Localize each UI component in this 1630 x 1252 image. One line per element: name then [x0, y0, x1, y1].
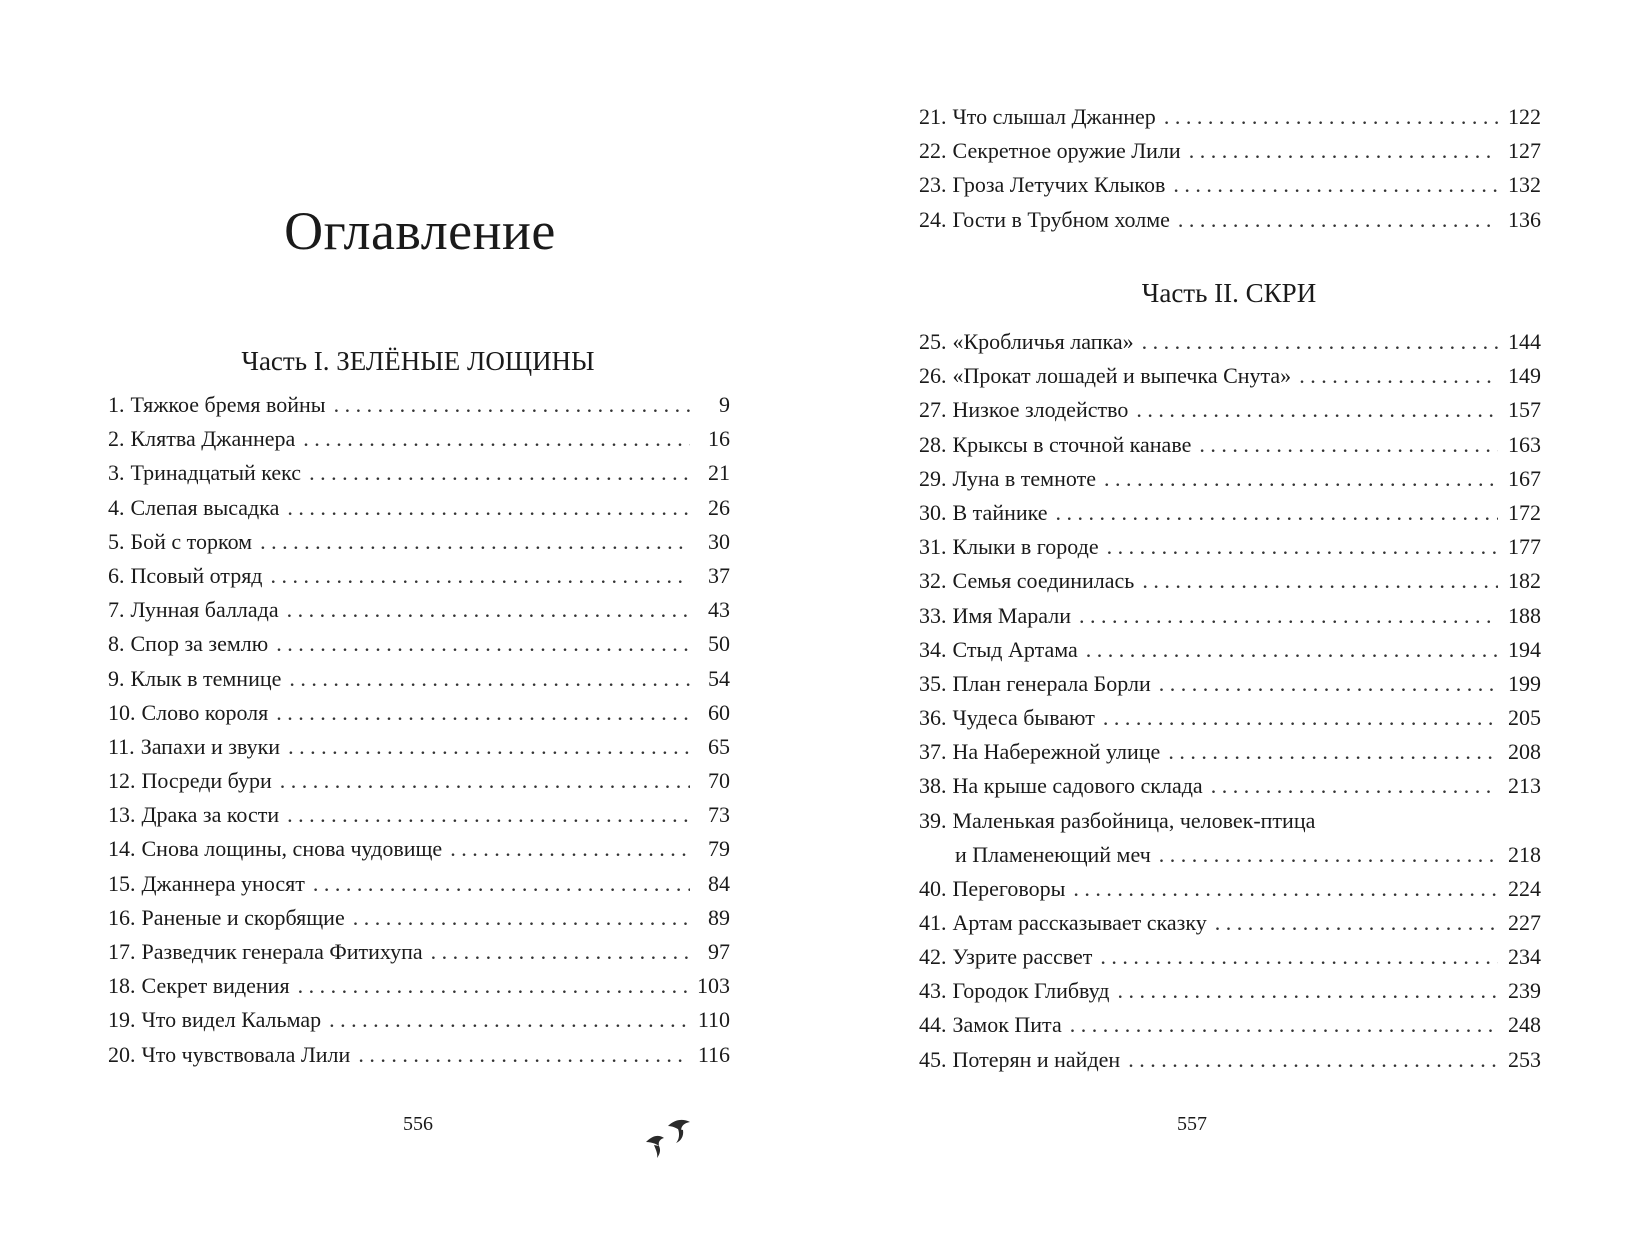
entry-number: 27.	[919, 397, 947, 423]
entry-title: Посреди бури	[141, 768, 272, 794]
dot-leader	[1056, 496, 1498, 530]
entry-number: 44.	[919, 1012, 947, 1038]
entry-number: 19.	[108, 1007, 136, 1033]
entry-number: 21.	[919, 104, 947, 129]
dot-leader	[1142, 325, 1498, 359]
dot-leader	[334, 388, 690, 422]
dot-leader	[288, 730, 690, 764]
entry-title: Потерян и найден	[952, 1046, 1121, 1072]
entry-page-number: 26	[708, 494, 730, 520]
entry-title: Крыксы в сточной канаве	[952, 431, 1192, 457]
entry-page-number: 30	[708, 528, 730, 554]
entry-number: 25.	[919, 329, 947, 354]
entry-title: Стыд Артама	[952, 636, 1078, 662]
entry-page-number: 97	[708, 939, 730, 964]
entry-title: Гости в Трубном холме	[952, 206, 1170, 232]
entry-title: Слово короля	[141, 699, 269, 725]
toc-entry	[919, 359, 1541, 393]
toc-entry	[108, 1003, 730, 1037]
entry-number: 40.	[919, 875, 947, 901]
entry-title: Секретное оружие Лили	[952, 138, 1181, 164]
toc-entry	[919, 393, 1541, 427]
entry-title: Бой с торком	[130, 528, 253, 554]
entry-title: Драка за кости	[141, 802, 280, 828]
entry-title: Что слышал Джаннер	[952, 104, 1156, 129]
entry-number: 37.	[919, 739, 947, 765]
toc-list-part-2	[919, 325, 1541, 1077]
entry-title: Переговоры	[952, 875, 1066, 901]
entry-page-number: 21	[708, 460, 730, 486]
toc-entry	[108, 491, 730, 525]
entry-page-number: 167	[1508, 465, 1541, 491]
entry-title: Клык в темнице	[130, 665, 282, 691]
entry-number: 23.	[919, 172, 947, 198]
entry-title: Что чувствовала Лили	[141, 1041, 351, 1067]
dot-leader	[1128, 1043, 1498, 1077]
entry-page-number: 16	[708, 426, 730, 452]
entry-title: Артам рассказывает сказку	[952, 909, 1207, 935]
toc-entry	[919, 872, 1541, 906]
entry-number: 29.	[919, 465, 947, 491]
entry-number: 16.	[108, 904, 136, 930]
dot-leader	[431, 935, 690, 969]
entry-page-number: 248	[1508, 1012, 1541, 1038]
dot-leader	[1118, 974, 1499, 1008]
entry-page-number: 110	[697, 1007, 730, 1033]
dot-leader	[358, 1038, 688, 1072]
entry-number: 35.	[919, 670, 947, 696]
entry-title: План генерала Борли	[952, 670, 1151, 696]
dot-leader	[1103, 701, 1498, 735]
entry-title: Тяжкое бремя войны	[130, 392, 326, 417]
dot-leader	[309, 456, 690, 490]
dot-leader	[1086, 633, 1498, 667]
entry-page-number: 188	[1508, 602, 1541, 628]
entry-page-number: 149	[1508, 363, 1541, 389]
dot-leader	[1070, 1008, 1498, 1042]
toc-entry	[919, 633, 1541, 667]
entry-number: 42.	[919, 944, 947, 969]
entry-number: 15.	[108, 870, 136, 896]
entry-title: Семья соединилась	[952, 568, 1135, 594]
entry-page-number: 73	[708, 802, 730, 828]
dot-leader	[1189, 134, 1498, 168]
entry-number: 22.	[919, 138, 947, 164]
dot-leader	[1100, 940, 1498, 974]
toc-entry	[108, 1038, 730, 1072]
dot-leader	[353, 901, 690, 935]
entry-number: 39.	[919, 807, 947, 833]
entry-number: 10.	[108, 699, 136, 725]
entry-number: 45.	[919, 1046, 947, 1072]
entry-number: 6.	[108, 562, 125, 588]
entry-page-number: 239	[1508, 978, 1541, 1004]
entry-title: Узрите рассвет	[952, 944, 1093, 969]
entry-number: 2.	[108, 426, 125, 452]
toc-entry	[919, 906, 1541, 940]
entry-number: 38.	[919, 773, 947, 799]
entry-number: 3.	[108, 460, 125, 486]
entry-title: Слепая высадка	[130, 494, 280, 520]
toc-entry	[919, 599, 1541, 633]
part-heading-1: Часть I. ЗЕЛЁНЫЕ ЛОЩИНЫ	[241, 346, 595, 376]
toc-entry	[919, 325, 1541, 359]
entry-page-number: 157	[1508, 397, 1541, 423]
entry-title: Имя Марали	[952, 602, 1071, 628]
dot-leader	[1104, 462, 1498, 496]
dot-leader	[1178, 203, 1498, 237]
entry-page-number: 37	[708, 562, 730, 588]
entry-page-number: 227	[1508, 909, 1541, 935]
entry-page-number: 163	[1508, 431, 1541, 457]
toc-entry	[108, 730, 730, 764]
entry-number: 1.	[108, 392, 125, 417]
dot-leader	[289, 662, 690, 696]
entry-title: Джаннера уносят	[141, 870, 305, 896]
entry-title: Спор за землю	[130, 631, 269, 657]
toc-entry	[108, 662, 730, 696]
entry-number: 28.	[919, 431, 947, 457]
page-title: Оглавление	[284, 201, 556, 261]
dot-leader	[1107, 530, 1498, 564]
dot-leader	[1211, 769, 1498, 803]
entry-page-number: 208	[1508, 739, 1541, 765]
toc-entry	[919, 530, 1541, 564]
toc-entry	[919, 462, 1541, 496]
entry-number: 5.	[108, 528, 125, 554]
entry-number: 24.	[919, 206, 947, 232]
entry-number: 8.	[108, 631, 125, 657]
page-number-right: 557	[1177, 1113, 1207, 1135]
entry-page-number: 205	[1508, 705, 1541, 731]
entry-title: На Набережной улице	[952, 739, 1161, 765]
entry-number: 9.	[108, 665, 125, 691]
toc-entry	[108, 901, 730, 935]
entry-page-number: 199	[1508, 670, 1541, 696]
dot-leader	[1159, 667, 1498, 701]
entry-page-number: 127	[1508, 138, 1541, 164]
dot-leader	[1168, 735, 1498, 769]
entry-title: Луна в темноте	[952, 465, 1096, 491]
dot-leader	[1073, 872, 1498, 906]
entry-number: 18.	[108, 973, 136, 999]
dot-leader	[303, 422, 690, 456]
entry-number: 20.	[108, 1041, 136, 1067]
toc-entry	[919, 428, 1541, 462]
dot-leader	[1159, 838, 1498, 872]
entry-page-number: 43	[708, 597, 730, 623]
dot-leader	[271, 559, 691, 593]
entry-title-continued: и Пламенеющий меч	[955, 841, 1151, 867]
dot-leader	[329, 1003, 688, 1037]
toc-entry	[919, 974, 1541, 1008]
entry-title: Псовый отряд	[130, 562, 263, 588]
toc-list-part-1	[108, 388, 730, 1072]
toc-entry	[108, 422, 730, 456]
toc-entry	[919, 804, 1541, 872]
entry-number: 30.	[919, 499, 947, 525]
entry-page-number: 50	[708, 631, 730, 657]
toc-entry	[108, 559, 730, 593]
toc-entry	[919, 1043, 1541, 1077]
dot-leader	[1079, 599, 1498, 633]
toc-entry	[919, 667, 1541, 701]
entry-title: Замок Пита	[952, 1012, 1062, 1038]
toc-entry	[108, 696, 730, 730]
page-number-left: 556	[403, 1113, 433, 1135]
entry-page-number: 116	[697, 1041, 730, 1067]
entry-number: 11.	[108, 733, 135, 759]
entry-page-number: 54	[708, 665, 730, 691]
toc-entry	[919, 940, 1541, 974]
dot-leader	[276, 627, 690, 661]
dot-leader	[1299, 359, 1498, 393]
entry-title: Клятва Джаннера	[130, 426, 296, 452]
entry-page-number: 172	[1508, 499, 1541, 525]
entry-number: 26.	[919, 363, 947, 389]
dot-leader	[287, 593, 690, 627]
dot-leader	[260, 525, 690, 559]
entry-page-number: 84	[708, 870, 730, 896]
entry-title: Раненые и скорбящие	[141, 904, 345, 930]
entry-title: «Кробличья лапка»	[952, 329, 1134, 354]
dot-leader	[276, 696, 690, 730]
entry-page-number: 224	[1508, 875, 1541, 901]
entry-page-number: 79	[708, 836, 730, 862]
entry-title: Что видел Кальмар	[141, 1007, 322, 1033]
dot-leader	[298, 969, 687, 1003]
part-heading-2: Часть II. СКРИ	[1141, 278, 1317, 308]
dot-leader	[1173, 168, 1498, 202]
entry-page-number: 103	[697, 973, 730, 999]
toc-entry	[108, 969, 730, 1003]
toc-entry	[919, 168, 1541, 202]
toc-entry	[919, 769, 1541, 803]
entry-page-number: 60	[708, 699, 730, 725]
entry-number: 7.	[108, 597, 125, 623]
dot-leader	[1136, 393, 1498, 427]
toc-entry	[108, 627, 730, 661]
entry-page-number: 136	[1508, 206, 1541, 232]
entry-number: 34.	[919, 636, 947, 662]
toc-entry	[108, 798, 730, 832]
entry-title: Клыки в городе	[952, 534, 1099, 560]
toc-entry	[108, 832, 730, 866]
toc-entry	[108, 593, 730, 627]
entry-title: Снова лощины, снова чудовище	[141, 836, 443, 862]
entry-title: Низкое злодейство	[952, 397, 1129, 423]
entry-title: В тайнике	[952, 499, 1048, 525]
toc-entry	[919, 134, 1541, 168]
entry-page-number: 9	[719, 392, 730, 417]
entry-number: 13.	[108, 802, 136, 828]
entry-number: 17.	[108, 939, 136, 964]
entry-title: На крыше садового склада	[952, 773, 1203, 799]
entry-page-number: 213	[1508, 773, 1541, 799]
entry-title: Маленькая разбойница, человек-птица	[952, 807, 1316, 833]
dot-leader	[280, 764, 690, 798]
dot-leader	[1199, 428, 1498, 462]
toc-entry	[108, 764, 730, 798]
entry-page-number: 132	[1508, 172, 1541, 198]
entry-number: 33.	[919, 602, 947, 628]
toc-entry	[108, 935, 730, 969]
entry-title: Городок Глибвуд	[952, 978, 1110, 1004]
entry-title: Тринадцатый кекс	[130, 460, 302, 486]
entry-page-number: 70	[708, 768, 730, 794]
right-page	[815, 0, 1630, 1252]
entry-page-number: 182	[1508, 568, 1541, 594]
entry-number: 41.	[919, 909, 947, 935]
dot-leader	[287, 491, 690, 525]
toc-entry	[108, 525, 730, 559]
entry-page-number: 177	[1508, 534, 1541, 560]
entry-title: Запахи и звуки	[140, 733, 281, 759]
entry-number: 32.	[919, 568, 947, 594]
entry-number: 14.	[108, 836, 136, 862]
birds-icon	[638, 1112, 698, 1162]
entry-title: Секрет видения	[141, 973, 290, 999]
toc-entry	[919, 496, 1541, 530]
entry-number: 4.	[108, 494, 125, 520]
toc-entry	[919, 203, 1541, 237]
entry-title: Чудеса бывают	[952, 705, 1095, 731]
entry-page-number: 65	[708, 733, 730, 759]
toc-entry	[108, 456, 730, 490]
dot-leader	[287, 798, 690, 832]
entry-title: Гроза Летучих Клыков	[952, 172, 1166, 198]
dot-leader	[450, 832, 690, 866]
entry-page-number: 253	[1508, 1046, 1541, 1072]
toc-entry	[919, 701, 1541, 735]
entry-title: Лунная баллада	[130, 597, 279, 623]
entry-number: 12.	[108, 768, 136, 794]
entry-page-number: 122	[1508, 104, 1541, 129]
dot-leader	[1142, 564, 1498, 598]
dot-leader	[313, 867, 690, 901]
entry-page-number: 144	[1508, 329, 1541, 354]
toc-entry	[108, 388, 730, 422]
dot-leader	[1164, 100, 1498, 134]
dot-leader	[1215, 906, 1498, 940]
entry-title: «Прокат лошадей и выпечка Снута»	[952, 363, 1292, 389]
toc-entry	[919, 735, 1541, 769]
entry-page-number: 234	[1508, 944, 1541, 969]
entry-number: 36.	[919, 705, 947, 731]
entry-title: Разведчик генерала Фитихупа	[141, 939, 423, 964]
entry-page-number: 218	[1508, 841, 1541, 867]
entry-page-number: 194	[1508, 636, 1541, 662]
entry-number: 31.	[919, 534, 947, 560]
toc-list-continued	[919, 100, 1541, 237]
toc-entry	[108, 867, 730, 901]
toc-entry	[919, 564, 1541, 598]
toc-entry	[919, 100, 1541, 134]
entry-number: 43.	[919, 978, 947, 1004]
toc-entry	[919, 1008, 1541, 1042]
entry-page-number: 89	[708, 904, 730, 930]
